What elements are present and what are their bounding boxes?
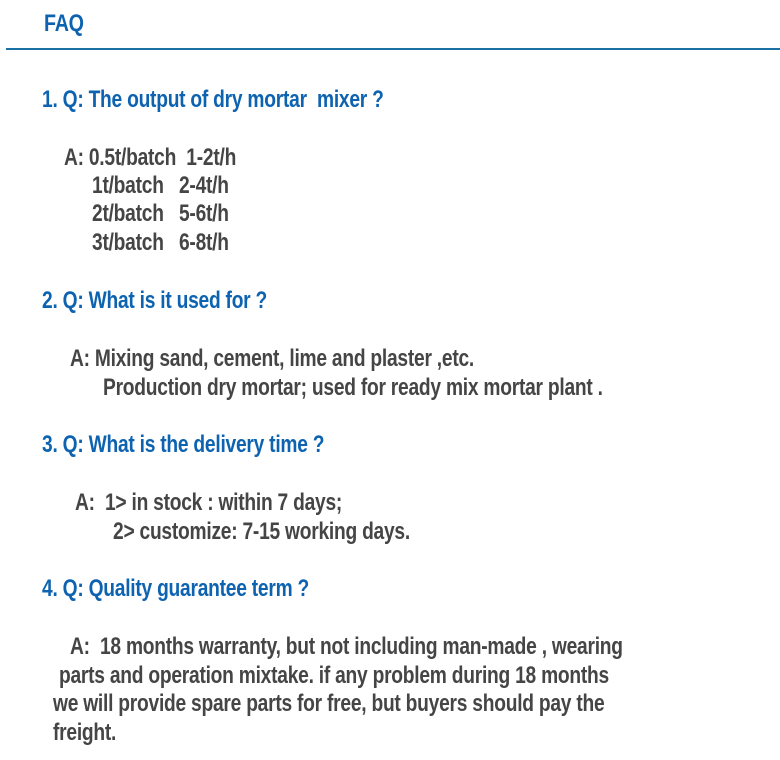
faq-question-4: 4. Q: Quality guarantee term ? [42,575,310,602]
faq-question-3: 3. Q: What is the delivery time ? [42,431,325,458]
faq-answer-1-line-4: 3t/batch 6-8t/h [92,229,229,256]
faq-question-1: 1. Q: The output of dry mortar mixer ? [42,86,384,113]
faq-answer-4-line-3: we will provide spare parts for free, but buyers should pay the [53,690,605,717]
faq-question-2: 2. Q: What is it used for ? [42,287,267,314]
faq-answer-4-line-4: freight. [53,719,117,746]
faq-answer-1-line-3: 2t/batch 5-6t/h [92,200,229,227]
header-divider [6,48,780,50]
faq-answer-2-line-1: A: Mixing sand, cement, lime and plaster ,etc. [70,345,475,372]
faq-answer-2-line-2: Production dry mortar; used for ready mix mortar plant . [103,374,603,401]
faq-answer-4-line-1: A: 18 months warranty, but not including man-made , wearing [70,633,623,660]
faq-answer-3-line-1: A: 1> in stock : within 7 days; [75,489,343,516]
faq-answer-1-line-1: A: 0.5t/batch 1-2t/h [64,144,237,171]
faq-answer-4-line-2: parts and operation mixtake. if any problem during 18 months [59,662,609,689]
faq-answer-1-line-2: 1t/batch 2-4t/h [92,172,229,199]
page-title: FAQ [44,10,84,37]
faq-answer-3-line-2: 2> customize: 7-15 working days. [113,518,410,545]
